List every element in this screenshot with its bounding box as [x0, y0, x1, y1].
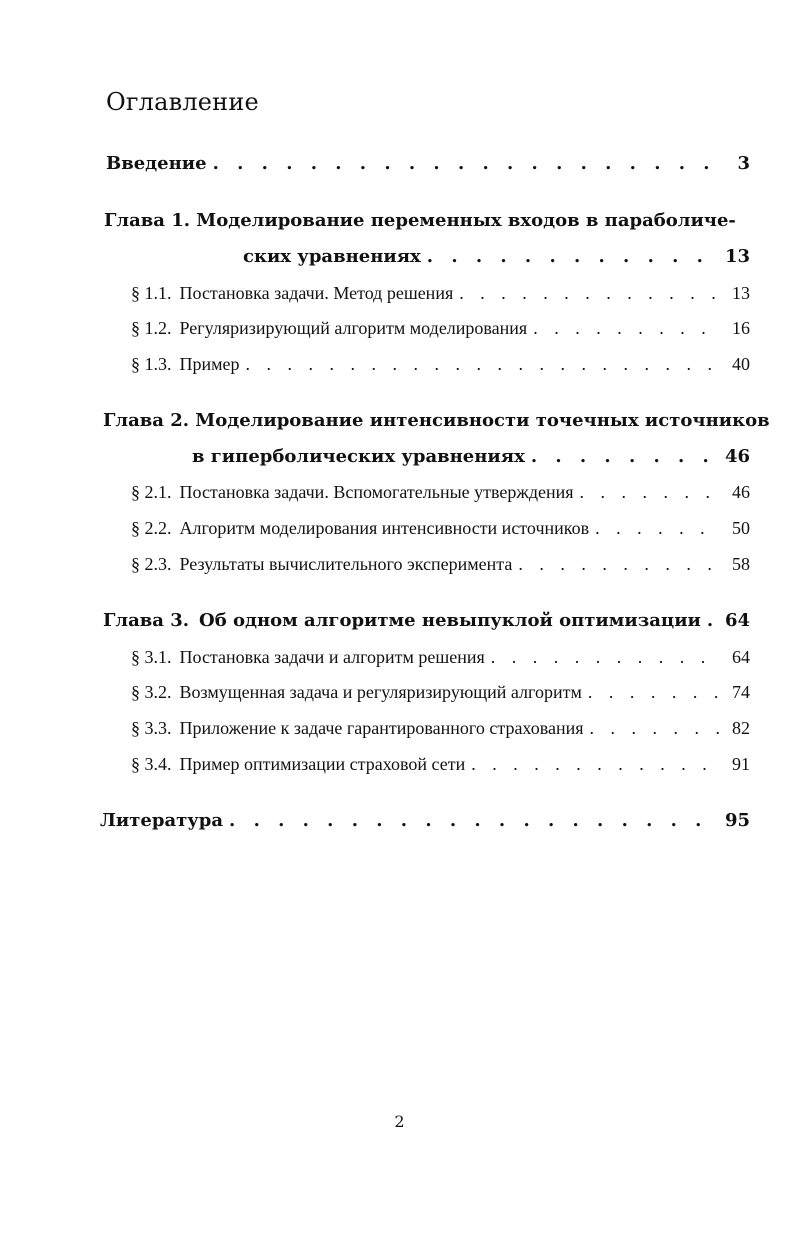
leader-dots — [213, 153, 722, 174]
toc-entry-references[interactable] — [100, 810, 750, 831]
toc-section-3-2[interactable] — [131, 682, 750, 703]
toc-page-number: 16 — [732, 318, 750, 338]
chapter-label: Глава 2. — [103, 410, 190, 431]
toc-entry-intro[interactable] — [106, 153, 750, 174]
section-label: § 2.3. — [131, 554, 172, 574]
toc-chapter-2-continuation[interactable] — [192, 446, 750, 467]
leader-dots — [595, 518, 722, 539]
toc-page-number: 46 — [732, 482, 750, 502]
toc-chapter-2-heading[interactable] — [103, 410, 770, 431]
chapter-title: Моделирование интенсивности точечных источников — [195, 410, 770, 431]
section-label: § 1.2. — [131, 318, 172, 338]
toc-page-number: 74 — [732, 682, 750, 702]
toc-section-3-1[interactable] — [131, 647, 750, 668]
leader-dots — [518, 554, 722, 575]
toc-section-2-2[interactable] — [131, 518, 750, 539]
leader-dots — [471, 754, 722, 775]
section-title: Результаты вычислительного эксперимента — [179, 554, 513, 574]
toc-page-number: 91 — [732, 754, 750, 774]
section-label: § 1.1. — [131, 283, 172, 303]
chapter-label: Глава 1. — [104, 210, 191, 231]
leader-dots — [531, 446, 719, 467]
section-title: Регуляризирующий алгоритм моделирования — [179, 318, 528, 338]
section-label: § 3.1. — [131, 647, 172, 667]
toc-page-number: 82 — [732, 718, 750, 738]
section-title: Приложение к задаче гарантированного страхования — [179, 718, 584, 738]
chapter-label: Глава 3. — [103, 610, 190, 631]
toc-page-number: 3 — [737, 153, 750, 174]
section-title: Возмущенная задача и регуляризирующий алгоритм — [179, 682, 582, 702]
chapter-title: Моделирование переменных входов в параболиче- — [196, 210, 736, 231]
chapter-title-continuation: ских уравнениях — [243, 246, 421, 267]
toc-chapter-1-heading[interactable] — [104, 210, 736, 231]
page-title: Оглавление — [106, 88, 259, 116]
toc-page-number: 64 — [724, 610, 750, 631]
section-title: Постановка задачи. Вспомогательные утверждения — [179, 482, 574, 502]
leader-dots — [229, 810, 719, 831]
toc-page-number: 13 — [724, 246, 750, 267]
toc-page-number: 46 — [724, 446, 750, 467]
toc-section-1-3[interactable] — [131, 354, 750, 375]
toc-page-number: 13 — [732, 283, 750, 303]
section-title: Пример — [179, 354, 240, 374]
toc-section-1-1[interactable] — [131, 283, 750, 304]
leader-dots — [427, 246, 719, 267]
leader-dots — [246, 354, 722, 375]
leader-dots — [590, 718, 722, 739]
toc-entry-title: Введение — [106, 153, 207, 174]
page-number-footer: 2 — [394, 1112, 405, 1131]
toc-section-2-1[interactable] — [131, 482, 750, 503]
toc-section-3-3[interactable] — [131, 718, 750, 739]
leader-dots — [533, 318, 722, 339]
section-title: Пример оптимизации страховой сети — [179, 754, 466, 774]
section-label: § 3.3. — [131, 718, 172, 738]
leader-dots — [459, 283, 722, 304]
toc-section-3-4[interactable] — [131, 754, 750, 775]
chapter-title: Об одном алгоритме невыпуклой оптимизации — [199, 610, 701, 631]
toc-page-number: 58 — [732, 554, 750, 574]
toc-chapter-1-continuation[interactable] — [243, 246, 750, 267]
toc-section-2-3[interactable] — [131, 554, 750, 575]
chapter-title-continuation: в гиперболических уравнениях — [192, 446, 525, 467]
section-label: § 2.1. — [131, 482, 172, 502]
section-title: Алгоритм моделирования интенсивности источников — [179, 518, 590, 538]
toc-page-number: 95 — [724, 810, 750, 831]
toc-page-number: 50 — [732, 518, 750, 538]
section-title: Постановка задачи и алгоритм решения — [179, 647, 485, 667]
toc-chapter-3-heading[interactable] — [103, 610, 750, 631]
section-label: § 3.4. — [131, 754, 172, 774]
leader-dots — [491, 647, 722, 668]
section-label: § 2.2. — [131, 518, 172, 538]
toc-section-1-2[interactable] — [131, 318, 750, 339]
leader-dots — [588, 682, 722, 703]
section-label: § 1.3. — [131, 354, 172, 374]
leader-dots — [580, 482, 722, 503]
section-label: § 3.2. — [131, 682, 172, 702]
leader-dots — [707, 610, 719, 631]
section-title: Постановка задачи. Метод решения — [179, 283, 454, 303]
toc-page-number: 40 — [732, 354, 750, 374]
toc-page-number: 64 — [732, 647, 750, 667]
toc-entry-title: Литература — [100, 810, 224, 831]
